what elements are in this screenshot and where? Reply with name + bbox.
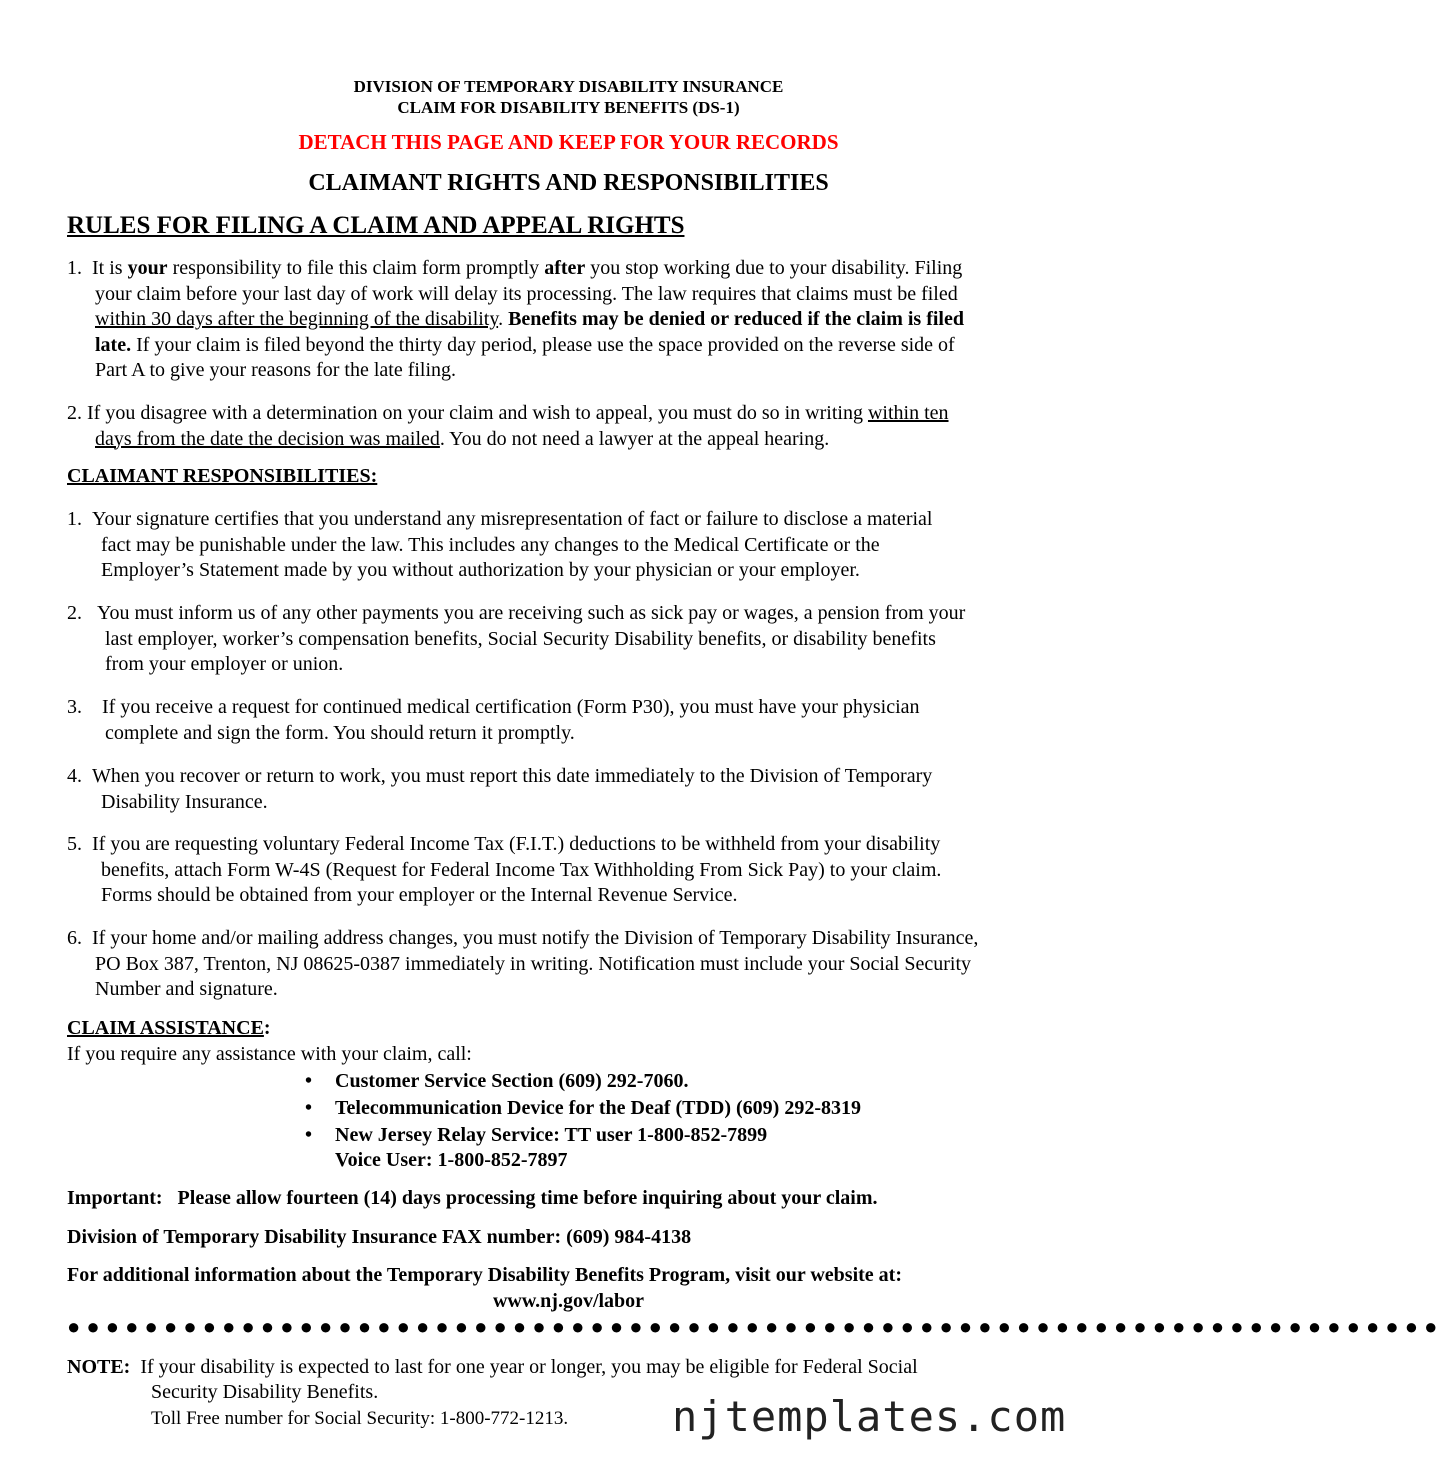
- page-title: CLAIMANT RIGHTS AND RESPONSIBILITIES: [308, 170, 829, 196]
- text: Employer’s Statement made by you without authorization by your physician or your employer.: [101, 559, 860, 581]
- text: If your claim is filed beyond the thirty day period, please use the space provided on the reverse side of: [131, 333, 955, 356]
- note-label: NOTE:: [67, 1356, 131, 1378]
- text: If your disability is expected to last for one year or longer, you may be eligible for Federal Social: [130, 1356, 918, 1378]
- contact-list: [305, 1068, 861, 1174]
- item-number: 3.: [67, 696, 82, 718]
- text: .: [498, 308, 509, 330]
- text: complete and sign the form. You should return it promptly.: [105, 721, 575, 744]
- deadline-text: within ten: [867, 402, 949, 424]
- text: last employer, worker’s compensation benefits, Social Security Disability benefits, or disability benefits: [105, 627, 936, 650]
- responsibility-item-2: [67, 601, 1087, 678]
- text: Your signature certifies that you understand any misrepresentation of fact or failure to disclose a material: [92, 508, 933, 530]
- list-item: [305, 1147, 861, 1174]
- assistance-intro: If you require any assistance with your claim, call:: [67, 1043, 472, 1065]
- text: Forms should be obtained from your employer or the Internal Revenue Service.: [101, 884, 738, 906]
- item-number: 2.: [67, 402, 82, 424]
- list-item: [305, 1068, 861, 1095]
- item-number: 5.: [67, 833, 82, 855]
- warning-text: late.: [95, 333, 132, 356]
- text: When you recover or return to work, you must report this date immediately to the Division of Temporary: [92, 765, 933, 787]
- emphasis: your: [127, 257, 168, 279]
- website-link[interactable]: www.nj.gov/labor: [492, 1290, 645, 1312]
- text: If you receive a request for continued medical certification (Form P30), you must have your physician: [102, 696, 920, 718]
- item-number: 1.: [67, 508, 82, 530]
- text: . You do not need a lawyer at the appeal hearing.: [439, 427, 830, 450]
- bullet-icon: •: [305, 1124, 313, 1146]
- rules-heading: RULES FOR FILING A CLAIM AND APPEAL RIGHTS: [67, 212, 685, 239]
- dotted-separator: ●●●●●●●●●●●●●●●●●●●●●●●●●●●●●●●●●●●●●●●●●●●●●●●●●●●●●●●●●●●●●●●●●●●●●●●: [67, 1314, 1444, 1339]
- note-row: [67, 1355, 918, 1381]
- relay-voice-phone: Voice User: 1-800-852-7897: [335, 1149, 568, 1171]
- text: Disability Insurance.: [101, 790, 268, 813]
- fax-number: Division of Temporary Disability Insurance FAX number: (609) 984-4138: [67, 1226, 692, 1248]
- info-line: For additional information about the Temporary Disability Benefits Program, visit our website at:: [67, 1264, 902, 1286]
- responsibility-item-6: [67, 926, 1107, 1003]
- text: you stop working due to your disability. Filing: [585, 257, 963, 279]
- relay-tt-phone: New Jersey Relay Service: TT user 1-800-852-7899: [335, 1124, 768, 1146]
- text: from your employer or union.: [105, 653, 344, 675]
- text: :: [263, 1017, 271, 1039]
- tdd-phone: Telecommunication Device for the Deaf (TDD) (609) 292-8319: [335, 1097, 862, 1119]
- text: your claim before your last day of work will delay its processing. The law requires that claims must be filed: [95, 282, 958, 305]
- text: If you disagree with a determination on your claim and wish to appeal, you must do so in writing: [82, 402, 868, 424]
- text: If you are requesting voluntary Federal Income Tax (F.I.T.) deductions to be withheld from your disability: [92, 833, 941, 855]
- item-number: 2.: [67, 602, 82, 624]
- form-header: [0, 76, 1137, 118]
- text: It is: [92, 257, 128, 279]
- rules-item-2: [67, 401, 1087, 452]
- text: fact may be punishable under the law. This includes any changes to the Medical Certificate or the: [101, 533, 880, 556]
- deadline-text: days from the date the decision was mailed: [95, 427, 440, 450]
- deadline-text: within 30 days after the beginning of the disability: [95, 308, 499, 330]
- warning-text: Benefits may be denied or reduced if the claim is filed: [508, 308, 964, 330]
- division-title: DIVISION OF TEMPORARY DISABILITY INSURANCE: [353, 77, 784, 96]
- assistance-heading-row: [67, 1016, 271, 1042]
- item-number: 6.: [67, 927, 82, 949]
- list-item: [305, 1122, 861, 1149]
- customer-service-phone: Customer Service Section (609) 292-7060.: [335, 1070, 689, 1092]
- detach-notice: DETACH THIS PAGE AND KEEP FOR YOUR RECORDS: [298, 130, 839, 154]
- bullet-icon: •: [305, 1070, 313, 1092]
- note-text: Security Disability Benefits.: [151, 1381, 379, 1403]
- emphasis: after: [544, 257, 586, 279]
- text: If your home and/or mailing address changes, you must notify the Division of Temporary Disability Insurance,: [92, 927, 979, 949]
- bullet-icon: •: [305, 1097, 313, 1119]
- text: benefits, attach Form W-4S (Request for Federal Income Tax Withholding From Sick Pay) to your claim.: [101, 858, 942, 881]
- important-notice: Important: Please allow fourteen (14) days processing time before inquiring about your claim.: [67, 1187, 878, 1209]
- watermark-logo: njtemplates.com: [672, 1392, 1067, 1441]
- text: Part A to give your reasons for the late filing.: [95, 359, 457, 381]
- assistance-heading: CLAIM ASSISTANCE: [67, 1017, 264, 1039]
- responsibility-item-1: [67, 507, 1087, 584]
- item-number: 1.: [67, 257, 82, 279]
- social-security-phone: Toll Free number for Social Security: 1-800-772-1213.: [151, 1408, 569, 1429]
- text: responsibility to file this claim form promptly: [167, 257, 545, 279]
- text: Number and signature.: [95, 978, 278, 1000]
- form-title: CLAIM FOR DISABILITY BENEFITS (DS-1): [397, 98, 740, 117]
- text: You must inform us of any other payments you are receiving such as sick pay or wages, a pension from your: [97, 602, 966, 624]
- responsibility-item-4: [67, 764, 1087, 815]
- text: PO Box 387, Trenton, NJ 08625-0387 immediately in writing. Notification must include your Social Security: [95, 952, 972, 975]
- responsibility-item-3: [67, 695, 1087, 746]
- responsibility-item-5: [67, 832, 1087, 909]
- item-number: 4.: [67, 765, 82, 787]
- list-item: [305, 1095, 861, 1122]
- responsibilities-heading: CLAIMANT RESPONSIBILITIES:: [67, 465, 378, 487]
- rules-item-1: [67, 256, 1087, 384]
